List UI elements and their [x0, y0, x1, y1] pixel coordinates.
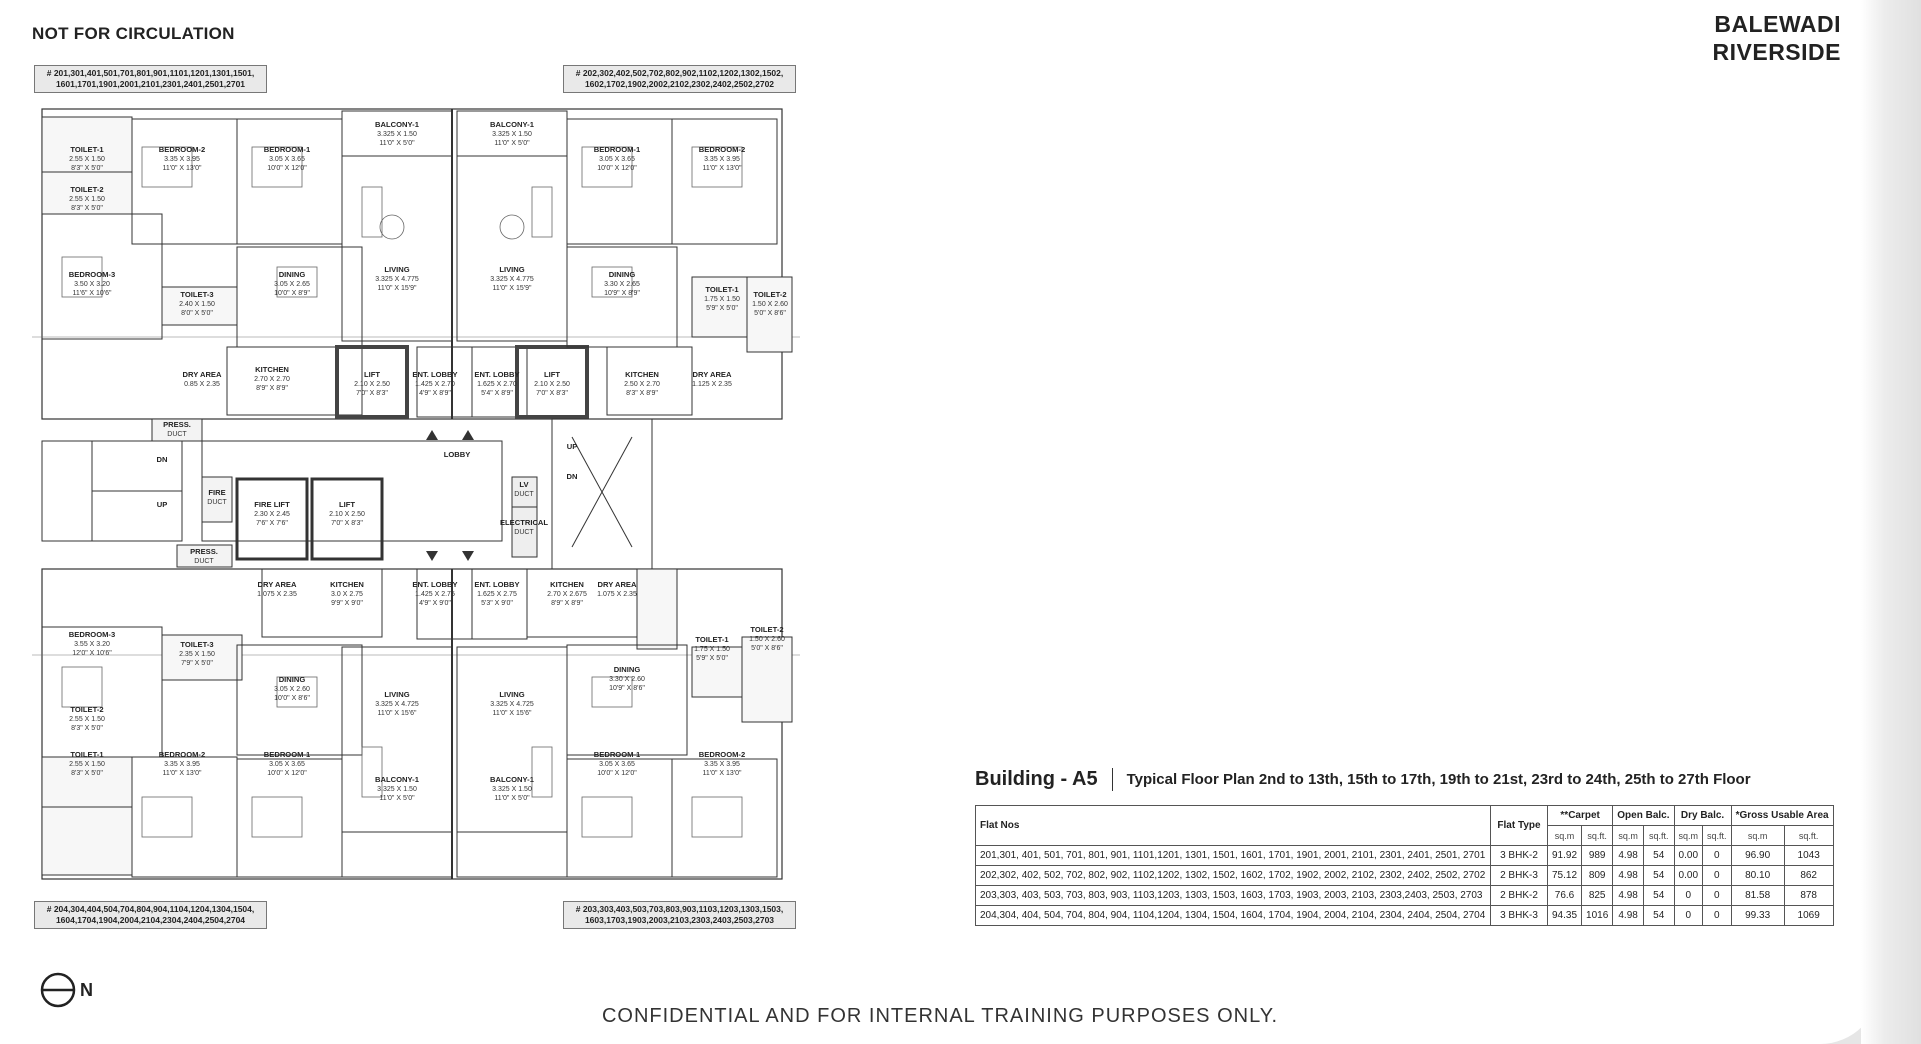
col-carpet: **Carpet — [1548, 806, 1613, 826]
room-label-dry-bl: DRY AREA — [257, 580, 297, 589]
room-label-bedroom2-tr: 3.35 X 3.95 — [704, 156, 740, 163]
area-table — [975, 805, 1834, 926]
room-label-bedroom2-tr: 11'0" X 13'0" — [702, 165, 742, 172]
cell-type: 2 BHK-3 — [1491, 866, 1548, 886]
room-label-bedroom2-br: BEDROOM-2 — [698, 750, 746, 759]
north-compass-icon — [38, 970, 78, 1010]
room-label-bedroom1-br: 3.05 X 3.65 — [599, 761, 635, 768]
cell-gross-f: 1043 — [1784, 846, 1833, 866]
cell-dry-m: 0.00 — [1674, 866, 1703, 886]
room-label-balcony-bl: BALCONY-1 — [375, 775, 419, 784]
floor-plan-subtitle: Typical Floor Plan 2nd to 13th, 15th to 17th, 19th to 21st, 23rd to 24th, 25th to 27th Floor — [1126, 771, 1751, 788]
confidential-footer: CONFIDENTIAL AND FOR INTERNAL TRAINING PURPOSES ONLY. — [601, 1005, 1279, 1027]
room-label-fire-duct: FIRE — [208, 488, 226, 497]
floor-plan-drawing — [32, 107, 800, 882]
tag-bottom-left: # 204,304,404,504,704,804,904,1104,1204,1304,1504, 1604,1704,1904,2004,2104,2304,2404,2504,2704 — [34, 901, 267, 929]
room-label-bedroom2-bl: 3.35 X 3.95 — [164, 761, 200, 768]
room-label-bedroom2-bl: BEDROOM-2 — [158, 750, 206, 759]
room-label-lift-tr: 2.10 X 2.50 — [534, 381, 570, 388]
room-label-dry-bl: 1.075 X 2.35 — [257, 591, 297, 598]
room-label-entlobby-br: ENT. LOBBY — [474, 580, 520, 589]
room-label-toilet1-tl: 8'3" X 5'0" — [71, 165, 103, 172]
cell-flats: 201,301, 401, 501, 701, 801, 901, 1101,1201, 1301, 1501, 1601, 1701, 1901, 2001, 2101, 2301, 2401, 2501, 2701 — [976, 846, 1491, 866]
room-label-living-tr: 3.325 X 4.775 — [490, 276, 534, 283]
room-label-living-bl: LIVING — [384, 690, 410, 699]
cell-open-f: 54 — [1643, 866, 1674, 886]
room-label-living-br: 3.325 X 4.725 — [490, 701, 534, 708]
area-table-body — [976, 846, 1834, 926]
room-label-lift-tl: 7'0" X 8'3" — [356, 390, 388, 397]
room-label-bedroom3-bl: 3.55 X 3.20 — [74, 641, 110, 648]
room-label-living-tr: LIVING — [499, 265, 525, 274]
room-label-bedroom1-tl: 3.05 X 3.65 — [269, 156, 305, 163]
room-label-entlobby-bl: ENT. LOBBY — [412, 580, 458, 589]
table-row — [976, 846, 1834, 866]
area-table-header-row — [976, 806, 1834, 826]
cell-gross-m: 81.58 — [1731, 886, 1784, 906]
room-label-lobby: LOBBY — [443, 450, 471, 459]
col-open-balc: Open Balc. — [1613, 806, 1674, 826]
room-label-toilet1-bl: 8'3" X 5'0" — [71, 770, 103, 777]
room-label-toilet1-tr: TOILET-1 — [705, 285, 739, 294]
room-label-dining-tl: DINING — [278, 270, 306, 279]
room-label-lift-tl: 2.10 X 2.50 — [354, 381, 390, 388]
room-label-bedroom1-tl: 10'0" X 12'0" — [267, 165, 307, 172]
room-label-balcony-br: BALCONY-1 — [490, 775, 534, 784]
room-label-entlobby-tr: 5'4" X 8'9" — [481, 390, 513, 397]
room-label-toilet3-tl: 8'0" X 5'0" — [181, 310, 213, 317]
unit-sqft: sq.ft. — [1582, 826, 1613, 846]
cell-carpet-m: 94.35 — [1548, 906, 1582, 926]
cell-open-m: 4.98 — [1613, 886, 1644, 906]
room-label-balcony-tl: 11'0" X 5'0" — [379, 140, 415, 147]
room-label-bedroom2-br: 3.35 X 3.95 — [704, 761, 740, 768]
col-gross-area: *Gross Usable Area — [1731, 806, 1833, 826]
room-label-dry-tl: 0.85 X 2.35 — [184, 381, 220, 388]
room-label-press-duct-1: PRESS. — [163, 420, 191, 429]
room-label-dining-tr: DINING — [608, 270, 636, 279]
room-label-bedroom3-tl: 11'6" X 10'6" — [72, 290, 112, 297]
tag-top-left: # 201,301,401,501,701,801,901,1101,1201,1301,1501, 1601,1701,1901,2001,2101,2301,2401,2501,2701 — [34, 65, 267, 93]
room-label-toilet3-bl: TOILET-3 — [180, 640, 214, 649]
room-label-toilet3-tl: TOILET-3 — [180, 290, 214, 299]
room-label-dining-br: DINING — [613, 665, 641, 674]
room-label-press-duct-2: DUCT — [194, 558, 214, 565]
room-label-toilet3-tl: 2.40 X 1.50 — [179, 301, 215, 308]
room-label-kitchen-tr: 8'3" X 8'9" — [626, 390, 658, 397]
room-label-bedroom3-bl: 12'0" X 10'6" — [72, 650, 112, 657]
room-label-dining-br: 3.30 X 2.60 — [609, 676, 645, 683]
room-labels — [69, 120, 788, 802]
room-label-balcony-tr: 11'0" X 5'0" — [494, 140, 530, 147]
col-flat-type: Flat Type — [1491, 806, 1548, 846]
room-label-fire-lift: FIRE LIFT — [254, 500, 290, 509]
room-label-fire-lift: 2.30 X 2.45 — [254, 511, 290, 518]
cell-type: 3 BHK-3 — [1491, 906, 1548, 926]
cell-flats: 204,304, 404, 504, 704, 804, 904, 1104,1204, 1304, 1504, 1604, 1704, 1904, 2004, 2104, 2304, 2404, 2504, 2704 — [976, 906, 1491, 926]
room-label-toilet1-tl: TOILET-1 — [70, 145, 104, 154]
room-label-balcony-br: 11'0" X 5'0" — [494, 795, 530, 802]
room-label-bedroom2-tr: BEDROOM-2 — [698, 145, 746, 154]
room-label-bedroom3-bl: BEDROOM-3 — [68, 630, 116, 639]
room-label-living-tl: 3.325 X 4.775 — [375, 276, 419, 283]
room-label-kitchen-tr: KITCHEN — [625, 370, 659, 379]
table-row — [976, 886, 1834, 906]
room-label-living-br: LIVING — [499, 690, 525, 699]
unit-sqft: sq.ft. — [1703, 826, 1732, 846]
room-label-balcony-bl: 11'0" X 5'0" — [379, 795, 415, 802]
room-label-bedroom3-tl: BEDROOM-3 — [68, 270, 116, 279]
cell-type: 2 BHK-2 — [1491, 886, 1548, 906]
room-label-balcony-tr: 3.325 X 1.50 — [492, 131, 532, 138]
room-label-bedroom2-tl: 11'0" X 13'0" — [162, 165, 202, 172]
room-label-toilet2-tr: TOILET-2 — [753, 290, 787, 299]
room-label-lift-tr: 7'0" X 8'3" — [536, 390, 568, 397]
plan-furniture — [62, 147, 742, 837]
room-label-dining-tr: 10'9" X 8'9" — [604, 290, 640, 297]
room-label-toilet1-tr: 5'9" X 5'0" — [706, 305, 738, 312]
cell-open-f: 54 — [1643, 886, 1674, 906]
room-label-bedroom2-bl: 11'0" X 13'0" — [162, 770, 202, 777]
room-label-elec-duct: DUCT — [514, 529, 534, 536]
room-label-lift-mid: 7'0" X 8'3" — [331, 520, 363, 527]
room-label-toilet2-tl: 2.55 X 1.50 — [69, 196, 105, 203]
cell-flats: 203,303, 403, 503, 703, 803, 903, 1103,1203, 1303, 1503, 1603, 1703, 1903, 2003, 2103, 2303,2403, 2503, 2703 — [976, 886, 1491, 906]
cell-dry-m: 0 — [1674, 906, 1703, 926]
unit-sqm: sq.m — [1613, 826, 1644, 846]
page-curl-edge — [1861, 0, 1921, 1044]
room-label-bedroom2-br: 11'0" X 13'0" — [702, 770, 742, 777]
room-label-fire-duct: DUCT — [207, 499, 227, 506]
cell-open-m: 4.98 — [1613, 866, 1644, 886]
cell-open-m: 4.98 — [1613, 906, 1644, 926]
room-label-entlobby-bl: 1.425 X 2.75 — [415, 591, 455, 598]
room-label-entlobby-tl: ENT. LOBBY — [412, 370, 458, 379]
room-label-bedroom1-tl: BEDROOM-1 — [263, 145, 311, 154]
room-label-toilet2-br: 5'0" X 8'6" — [751, 645, 783, 652]
room-label-toilet3-bl: 7'9" X 5'0" — [181, 660, 213, 667]
room-label-living-br: 11'0" X 15'6" — [492, 710, 532, 717]
room-label-kitchen-tl: 8'9" X 8'9" — [256, 385, 288, 392]
tag-top-right: # 202,302,402,502,702,802,902,1102,1202,1302,1502, 1602,1702,1902,2002,2102,2302,2402,2502,2702 — [563, 65, 796, 93]
room-label-dn-right: DN — [566, 472, 578, 481]
room-label-bedroom1-tr: BEDROOM-1 — [593, 145, 641, 154]
cell-gross-f: 862 — [1784, 866, 1833, 886]
cell-dry-f: 0 — [1703, 886, 1732, 906]
room-label-kitchen-tr: 2.50 X 2.70 — [624, 381, 660, 388]
building-heading — [975, 768, 1751, 791]
room-label-lift-mid: 2.10 X 2.50 — [329, 511, 365, 518]
room-label-toilet1-br: 1.75 X 1.50 — [694, 646, 730, 653]
room-label-fire-lift: 7'6" X 7'6" — [256, 520, 288, 527]
room-label-living-bl: 3.325 X 4.725 — [375, 701, 419, 708]
room-label-entlobby-bl: 4'9" X 9'0" — [419, 600, 451, 607]
cell-dry-m: 0 — [1674, 886, 1703, 906]
cell-carpet-f: 1016 — [1582, 906, 1613, 926]
unit-sqft: sq.ft. — [1784, 826, 1833, 846]
room-label-bedroom1-bl: 10'0" X 12'0" — [267, 770, 307, 777]
room-label-toilet1-br: 5'9" X 5'0" — [696, 655, 728, 662]
room-label-dining-tl: 10'0" X 8'9" — [274, 290, 310, 297]
room-label-entlobby-br: 5'3" X 9'0" — [481, 600, 513, 607]
compass-label: N — [80, 980, 93, 1000]
room-label-toilet2-tl: 8'3" X 5'0" — [71, 205, 103, 212]
room-label-living-bl: 11'0" X 15'6" — [377, 710, 417, 717]
room-label-lift-mid: LIFT — [338, 500, 356, 509]
cell-gross-m: 96.90 — [1731, 846, 1784, 866]
room-label-balcony-br: 3.325 X 1.50 — [492, 786, 532, 793]
room-label-dry-tr: 1.125 X 2.35 — [692, 381, 732, 388]
circulation-note: NOT FOR CIRCULATION — [32, 24, 235, 43]
col-dry-balc: Dry Balc. — [1674, 806, 1731, 826]
room-label-toilet3-bl: 2.35 X 1.50 — [179, 651, 215, 658]
cell-carpet-m: 75.12 — [1548, 866, 1582, 886]
room-label-toilet2-tl: TOILET-2 — [70, 185, 104, 194]
room-label-entlobby-br: 1.625 X 2.75 — [477, 591, 517, 598]
room-label-dining-tr: 3.30 X 2.65 — [604, 281, 640, 288]
room-label-toilet2-tr: 5'0" X 8'6" — [754, 310, 786, 317]
building-name: Building - A5 — [975, 768, 1113, 791]
room-label-entlobby-tr: 1.625 X 2.70 — [477, 381, 517, 388]
cell-open-f: 54 — [1643, 846, 1674, 866]
cell-open-m: 4.98 — [1613, 846, 1644, 866]
cell-type: 3 BHK-2 — [1491, 846, 1548, 866]
room-label-living-tl: LIVING — [384, 265, 410, 274]
cell-gross-f: 878 — [1784, 886, 1833, 906]
room-label-lv-duct: DUCT — [514, 491, 534, 498]
cell-open-f: 54 — [1643, 906, 1674, 926]
room-label-kitchen-tl: KITCHEN — [255, 365, 289, 374]
table-row — [976, 906, 1834, 926]
room-label-kitchen-br: 2.70 X 2.675 — [547, 591, 587, 598]
cell-gross-m: 80.10 — [1731, 866, 1784, 886]
room-label-dining-tl: 3.05 X 2.65 — [274, 281, 310, 288]
room-label-bedroom1-tr: 10'0" X 12'0" — [597, 165, 637, 172]
tag-bottom-right: # 203,303,403,503,703,803,903,1103,1203,1303,1503, 1603,1703,1903,2003,2103,2303,2403,2503,2703 — [563, 901, 796, 929]
room-label-toilet2-br: TOILET-2 — [750, 625, 784, 634]
room-label-dry-br: DRY AREA — [597, 580, 637, 589]
room-label-bedroom1-br: 10'0" X 12'0" — [597, 770, 637, 777]
unit-sqm: sq.m — [1731, 826, 1784, 846]
room-label-living-tl: 11'0" X 15'9" — [377, 285, 417, 292]
room-label-up-right: UP — [566, 442, 578, 451]
room-label-toilet2-bl: 8'3" X 5'0" — [71, 725, 103, 732]
unit-sqm: sq.m — [1548, 826, 1582, 846]
cell-dry-f: 0 — [1703, 866, 1732, 886]
room-label-kitchen-br: KITCHEN — [550, 580, 584, 589]
room-label-toilet1-tr: 1.75 X 1.50 — [704, 296, 740, 303]
room-label-toilet1-bl: TOILET-1 — [70, 750, 104, 759]
room-label-entlobby-tl: 4'9" X 8'9" — [419, 390, 451, 397]
room-label-dry-br: 1.075 X 2.35 — [597, 591, 637, 598]
room-label-bedroom2-tl: 3.35 X 3.95 — [164, 156, 200, 163]
floor-plan — [32, 107, 800, 882]
cell-gross-m: 99.33 — [1731, 906, 1784, 926]
table-row — [976, 866, 1834, 886]
room-label-up-left: UP — [156, 500, 168, 509]
room-label-dn-left: DN — [156, 455, 168, 464]
cell-carpet-m: 91.92 — [1548, 846, 1582, 866]
room-label-balcony-tl: BALCONY-1 — [375, 120, 419, 129]
brand-line-2: RIVERSIDE — [1712, 39, 1841, 65]
room-label-dining-br: 10'9" X 8'6" — [609, 685, 645, 692]
room-label-entlobby-tr: ENT. LOBBY — [474, 370, 520, 379]
room-label-press-duct-1: DUCT — [167, 431, 187, 438]
room-label-bedroom1-br: BEDROOM-1 — [593, 750, 641, 759]
cell-dry-m: 0.00 — [1674, 846, 1703, 866]
plan-walls — [32, 109, 800, 879]
room-label-balcony-bl: 3.325 X 1.50 — [377, 786, 417, 793]
room-label-lift-tr: LIFT — [543, 370, 561, 379]
room-label-dry-tl: DRY AREA — [182, 370, 222, 379]
room-label-kitchen-bl: 9'9" X 9'0" — [331, 600, 363, 607]
cell-dry-f: 0 — [1703, 906, 1732, 926]
room-label-living-tr: 11'0" X 15'9" — [492, 285, 532, 292]
cell-dry-f: 0 — [1703, 846, 1732, 866]
cell-carpet-m: 76.6 — [1548, 886, 1582, 906]
cell-carpet-f: 809 — [1582, 866, 1613, 886]
room-label-toilet2-br: 1.50 X 2.60 — [749, 636, 785, 643]
room-label-elec-duct: ELECTRICAL — [499, 518, 549, 527]
room-label-bedroom1-bl: BEDROOM-1 — [263, 750, 311, 759]
room-label-dry-tr: DRY AREA — [692, 370, 732, 379]
room-label-kitchen-bl: KITCHEN — [330, 580, 364, 589]
room-label-toilet2-bl: 2.55 X 1.50 — [69, 716, 105, 723]
cell-flats: 202,302, 402, 502, 702, 802, 902, 1102,1202, 1302, 1502, 1602, 1702, 1902, 2002, 2102, 2302, 2402, 2502, 2702 — [976, 866, 1491, 886]
room-label-press-duct-2: PRESS. — [190, 547, 218, 556]
room-label-bedroom2-tl: BEDROOM-2 — [158, 145, 206, 154]
room-label-bedroom1-tr: 3.05 X 3.65 — [599, 156, 635, 163]
room-label-entlobby-tl: 1.425 X 2.70 — [415, 381, 455, 388]
room-label-toilet1-tl: 2.55 X 1.50 — [69, 156, 105, 163]
room-label-lv-duct: LV — [519, 480, 529, 489]
room-label-bedroom3-tl: 3.50 X 3.20 — [74, 281, 110, 288]
room-label-kitchen-br: 8'9" X 8'9" — [551, 600, 583, 607]
cell-gross-f: 1069 — [1784, 906, 1833, 926]
room-label-toilet1-bl: 2.55 X 1.50 — [69, 761, 105, 768]
room-label-dining-bl: DINING — [278, 675, 306, 684]
cell-carpet-f: 989 — [1582, 846, 1613, 866]
room-label-toilet1-br: TOILET-1 — [695, 635, 729, 644]
room-label-dining-bl: 10'0" X 8'6" — [274, 695, 310, 702]
cell-carpet-f: 825 — [1582, 886, 1613, 906]
room-label-toilet2-bl: TOILET-2 — [70, 705, 104, 714]
col-flat-nos: Flat Nos — [976, 806, 1491, 846]
room-label-balcony-tr: BALCONY-1 — [490, 120, 534, 129]
room-label-lift-tl: LIFT — [363, 370, 381, 379]
room-label-kitchen-bl: 3.0 X 2.75 — [331, 591, 363, 598]
room-label-balcony-tl: 3.325 X 1.50 — [377, 131, 417, 138]
unit-sqm: sq.m — [1674, 826, 1703, 846]
brand-line-1: BALEWADI — [1714, 11, 1841, 37]
room-label-dining-bl: 3.05 X 2.60 — [274, 686, 310, 693]
room-label-toilet2-tr: 1.50 X 2.60 — [752, 301, 788, 308]
unit-sqft: sq.ft. — [1643, 826, 1674, 846]
project-brand — [1713, 10, 1841, 66]
room-label-bedroom1-bl: 3.05 X 3.65 — [269, 761, 305, 768]
room-label-kitchen-tl: 2.70 X 2.70 — [254, 376, 290, 383]
